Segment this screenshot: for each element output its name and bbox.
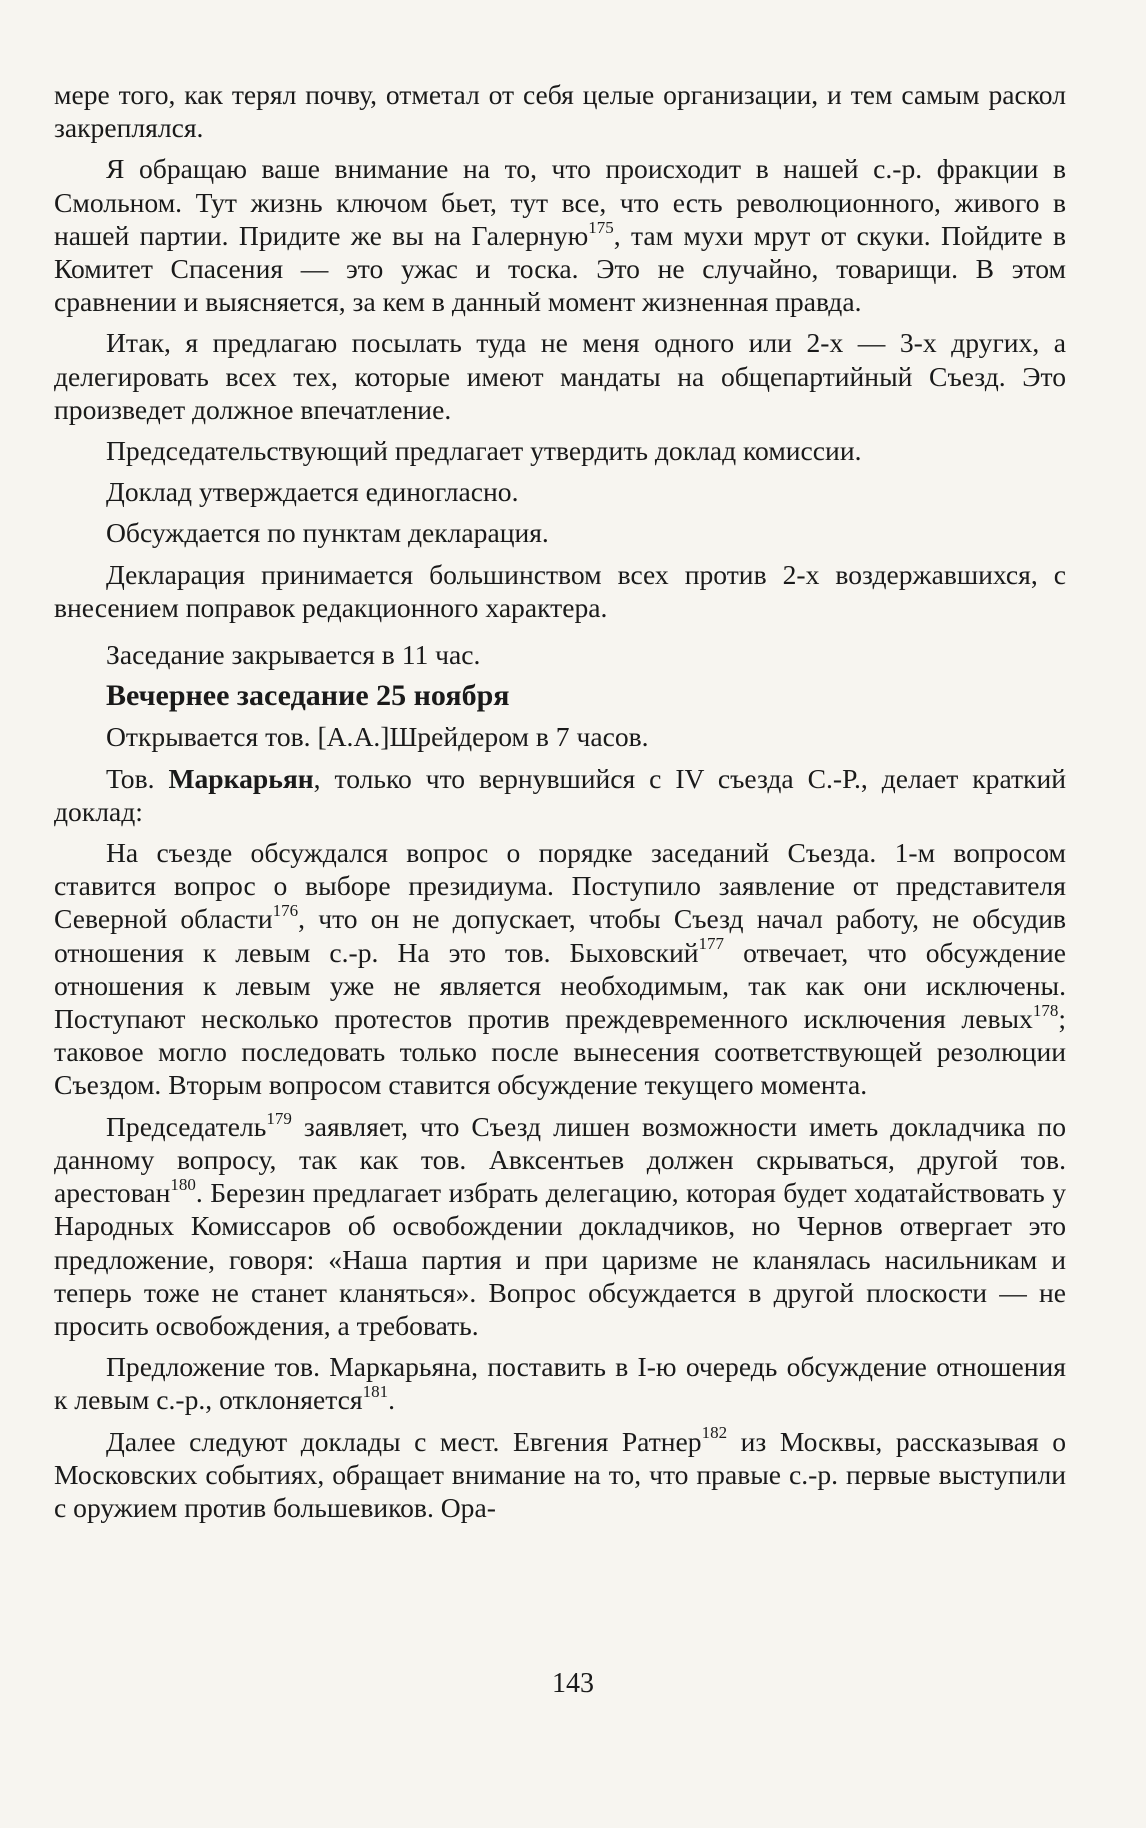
paragraph-6: Обсуждается по пунктам декларация. [106,517,549,549]
footnote-ref-182: 182 [701,1423,728,1443]
paragraph-2: Я обращаю ваше внимание на то, что происходит в нашей с.-р. фракции в Смольном. Тут жизнь ключом бьет, тут все, что есть революционного, живого в нашей партии. Придите же вы на Галерную$^{175}$, там мухи мрут от скуки. Пойдите в Комитет Спасения — это ужас и тоска. Это не случайно, товарищи. В этом сравнении и выясняется, за кем в данный момент жизненная правда. [54,153,1066,318]
footnote-ref-177: 177 [698,934,725,954]
page-number: 143 [552,1668,594,1699]
footnote-ref-176: 176 [272,901,299,921]
section-heading: Вечернее заседание 25 ноября [106,679,510,713]
paragraph-9: Открывается тов. [А.А.]Шрейдером в 7 часов. [106,721,649,753]
paragraph-3: Итак, я предлагаю посылать туда не меня одного или 2-х — 3-х других, а делегировать всех тех, которые имеют мандаты на общепартийный Съезд. Это произведет должное впечатление. [54,327,1066,425]
footnote-ref-179: 179 [266,1108,292,1128]
paragraph-10: Тов. Маркарьян, только что вернувшийся с IV съезда С.-Р., делает краткий доклад: [54,762,1066,827]
paragraph-13: Предложение тов. Маркарьяна, поставить в I-ю очередь обсуждение отношения к левым с.-р., отклоняется$^{181}$. [54,1351,1066,1416]
paragraph-4: Председательствующий предлагает утвердить доклад комиссии. [106,435,862,467]
paragraph-7: Декларация принимается большинством всех против 2-х воздержавшихся, с внесением поправок редакционного характера. [54,558,1066,623]
footnote-ref-180: 180 [170,1174,196,1194]
speaker-name: Маркарьян [168,762,314,794]
footnote-ref-181: 181 [362,1382,389,1402]
paragraph-8: Заседание закрывается в 11 час. [106,639,481,671]
paragraph-11: На съезде обсуждался вопрос о порядке заседаний Съезда. 1-м вопросом ставится вопрос о выборе президиума. Поступило заявление от представителя Северной области$^{176}$, что он не допускает, чтобы Съезд начал работу, не обсудив отношения к левым с.-р. На это тов. Быховский$^{177}$ отвечает, что обсуждение отношения к левым уже не является необходимым, так как они исключены. Поступают несколько протестов против преждевременного исключения левых$^{178}$; таковое могло последовать только после вынесения соответствующей резолюции Съездом. Вторым вопросом ставится обсуждение текущего момента. [54,837,1067,1101]
page-text [54,78,1066,1532]
paragraph-5: Доклад утверждается единогласно. [106,476,519,508]
paragraph-14: Далее следуют доклады с мест. Евгения Ратнер$^{182}$ из Москвы, рассказывая о Московских событиях, обращает внимание на то, что правые с.-р. первые выступили с оружием против большевиков. Ора- [54,1423,1066,1523]
footnote-ref-175: 175 [588,217,614,237]
footnote-ref-178: 178 [1032,1000,1059,1020]
paragraph-1: мере того, как терял почву, отметал от себя целые организации, и тем самым раскол закреплялся. [54,79,1066,144]
paragraph-12: Председатель$^{179}$ заявляет, что Съезд лишен возможности иметь докладчика по данному вопросу, так как тов. Авксентьев должен скрываться, другой тов. арестован$^{180}$. Березин предлагает избрать делегацию, которая будет ходатайствовать у Народных Комиссаров об освобождении докладчиков, но Чернов отвергает это предложение, говоря: «Наша партия и при царизме не кланялась насильникам и теперь тоже не станет кланяться». Вопрос обсуждается в другой плоскости — не просить освобождения, а требовать. [54,1108,1066,1341]
